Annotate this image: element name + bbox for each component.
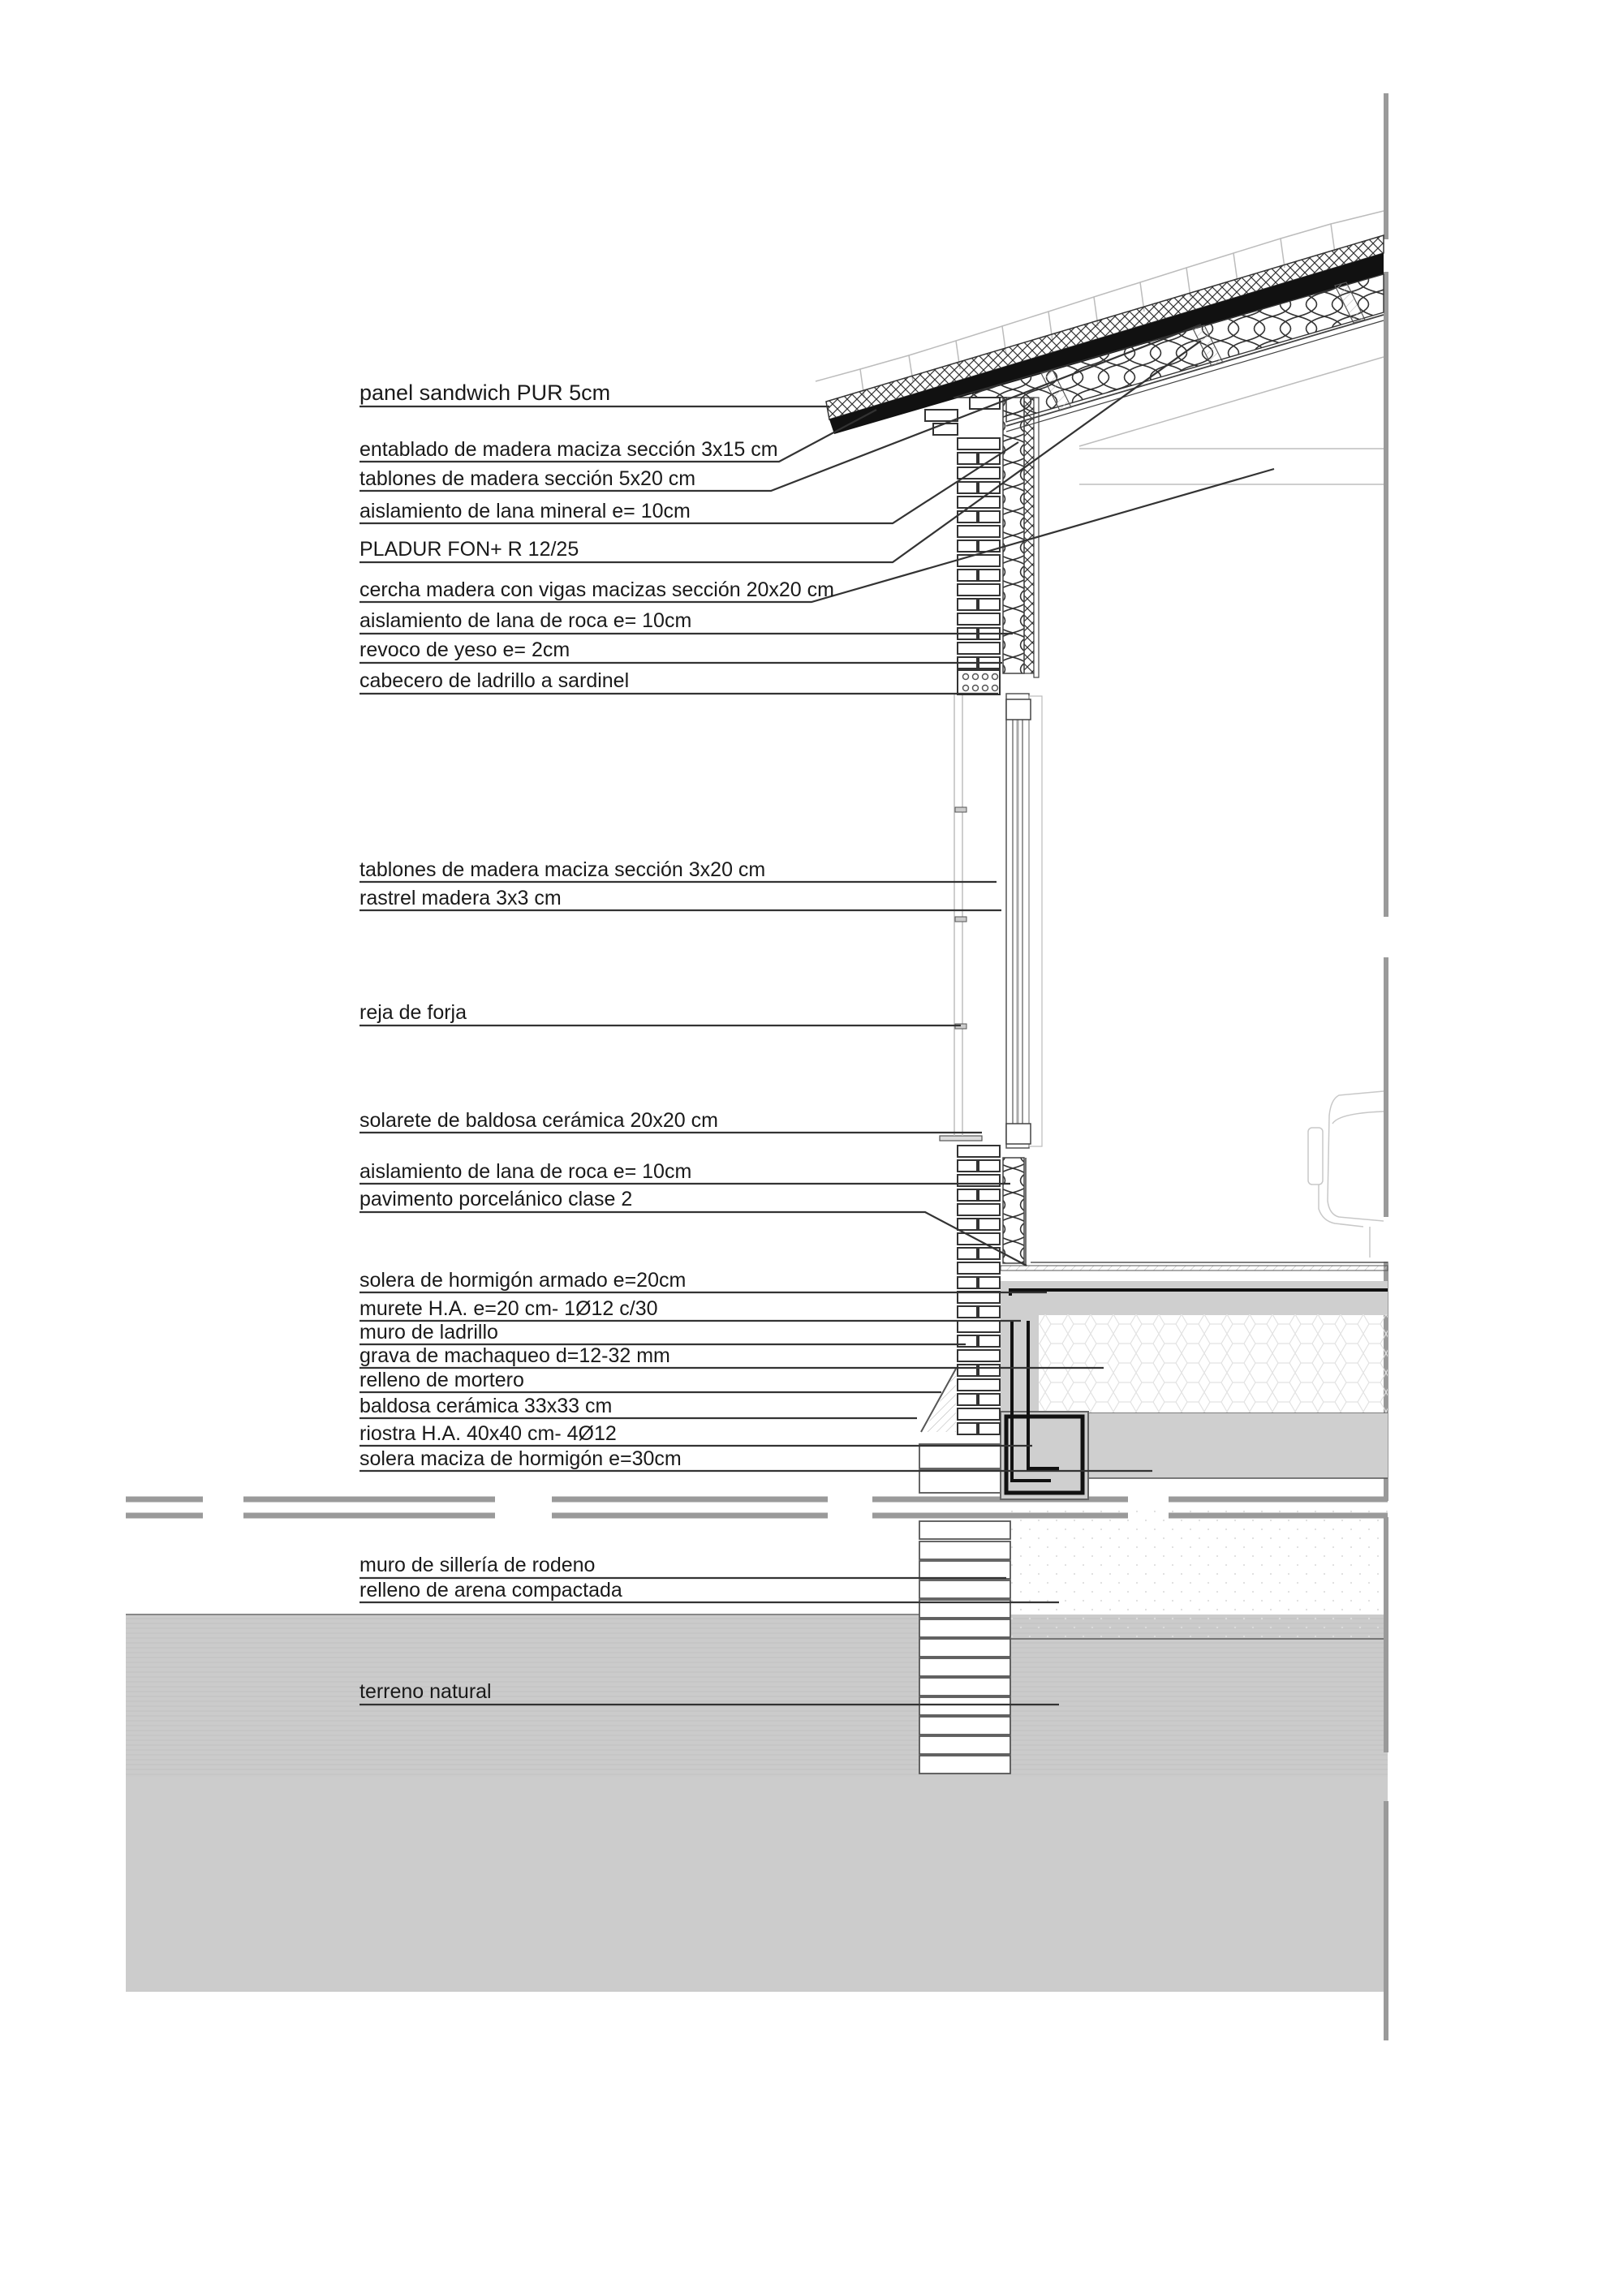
label-mineral-wool: aislamiento de lana mineral e= 10cm — [359, 500, 691, 522]
wall-insulation-lower — [1003, 1158, 1026, 1266]
wrought-iron-bars — [955, 807, 966, 1029]
solid-slab — [1087, 1413, 1388, 1478]
label-solid-planks: tablones de madera maciza sección 3x20 cm — [359, 858, 766, 881]
labels-window — [359, 858, 765, 1024]
label-tie-beam: riostra H.A. 40x40 cm- 4Ø12 — [359, 1422, 617, 1445]
break-lines — [126, 1499, 1388, 1516]
label-rock-wool-upper: aislamiento de lana de roca e= 10cm — [359, 609, 692, 632]
labels-floor — [359, 1109, 718, 1210]
label-gypsum-render: revoco de yeso e= 2cm — [359, 638, 570, 661]
label-ceramic-tile: baldosa cerámica 33x33 cm — [359, 1395, 613, 1417]
label-concrete-upstand: murete H.A. e=20 cm- 1Ø12 c/30 — [359, 1297, 658, 1320]
label-reinforced-slab: solera de hormigón armado e=20cm — [359, 1269, 687, 1292]
gravel-layer — [1039, 1314, 1388, 1413]
label-stone-wall: muro de sillería de rodeno — [359, 1554, 596, 1576]
label-rock-wool-lower: aislamiento de lana de roca e= 10cm — [359, 1160, 692, 1183]
labels-foundation — [359, 1269, 686, 1470]
label-brick-wall: muro de ladrillo — [359, 1321, 498, 1344]
label-brick-lintel: cabecero de ladrillo a sardinel — [359, 669, 630, 692]
chair-outline — [1308, 1091, 1384, 1258]
label-planks: tablones de madera sección 5x20 cm — [359, 467, 696, 490]
label-truss: cercha madera con vigas macizas sección 20x20 cm — [359, 578, 834, 601]
label-mortar-fill: relleno de mortero — [359, 1369, 524, 1391]
brick-wall-lower — [921, 1136, 1000, 1434]
brick-wall-upper — [925, 398, 1000, 694]
label-solid-slab: solera maciza de hormigón e=30cm — [359, 1447, 682, 1470]
stone-masonry-wall — [919, 1444, 1010, 1774]
window-frame — [954, 694, 1042, 1148]
label-porcelain-floor: pavimento porcelánico clase 2 — [359, 1188, 633, 1210]
label-sand-fill: relleno de arena compactada — [359, 1579, 622, 1602]
floor-slab — [1001, 1262, 1388, 1315]
label-sandwich-panel: panel sandwich PUR 5cm — [359, 381, 611, 405]
label-gravel: grava de machaqueo d=12-32 mm — [359, 1344, 670, 1367]
label-natural-ground: terreno natural — [359, 1680, 492, 1703]
label-batten: rastrel madera 3x3 cm — [359, 887, 562, 909]
label-wrought-iron: reja de forja — [359, 1001, 467, 1024]
roof-assembly — [816, 211, 1384, 484]
labels-roof — [359, 381, 834, 692]
ground-mass — [126, 1509, 1388, 1992]
label-pladur: PLADUR FON+ R 12/25 — [359, 538, 579, 561]
label-ceramic-sill: solarete de baldosa cerámica 20x20 cm — [359, 1109, 718, 1132]
label-boarding: entablado de madera maciza sección 3x15 cm — [359, 438, 778, 461]
